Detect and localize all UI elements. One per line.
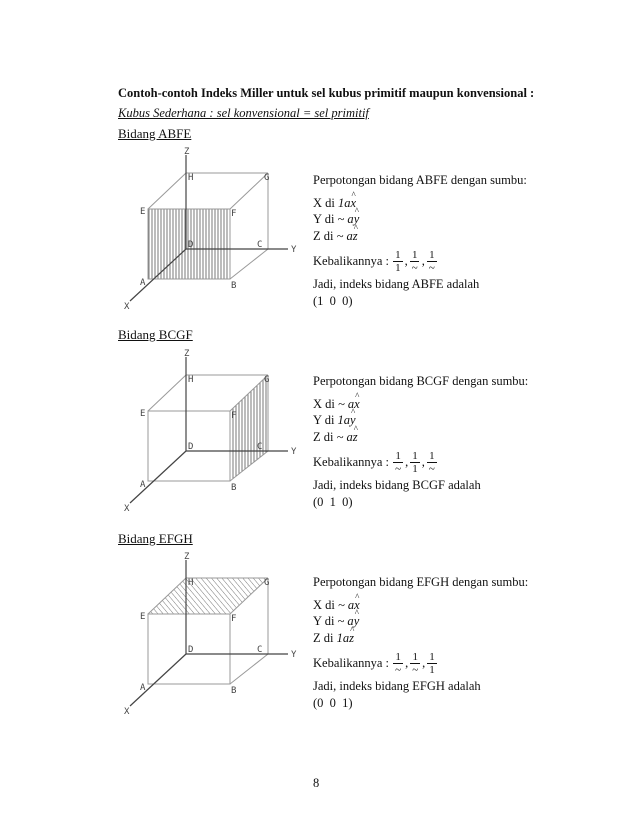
reciprocal-row: Kebalikannya : $\frac{1}{\sim}$ , $\frac{1}{1}$ , $\frac{1}{\sim}$	[313, 449, 435, 475]
plane-info-efgh	[313, 574, 573, 711]
plane-title-efgh: Bidang EFGH	[118, 531, 193, 546]
vertex-label-b: B	[231, 281, 237, 291]
shaded-plane-efgh	[148, 578, 268, 614]
axis-intercept-y: Y di ~ a^ y	[313, 211, 573, 228]
axis-label-z: Z	[184, 552, 190, 562]
vertex-label-h: H	[188, 173, 194, 183]
reciprocal-label: Kebalikannya :	[313, 454, 390, 469]
axis-label-z: Z	[184, 349, 190, 359]
vertex-label-e: E	[140, 612, 146, 622]
result-text: Jadi, indeks bidang ABFE adalah	[313, 277, 480, 291]
vertex-label-d: D	[188, 645, 194, 655]
reciprocal-fraction: $\frac{1}{\sim}$	[428, 449, 435, 475]
axis-label-x: X	[124, 302, 130, 312]
cube-diagram-efgh	[118, 548, 308, 718]
vertex-label-g: G	[264, 578, 270, 588]
reciprocal-label: Kebalikannya :	[313, 253, 390, 268]
intersection-intro: Perpotongan bidang EFGH dengan sumbu:	[313, 575, 529, 589]
vertex-label-e: E	[140, 409, 146, 419]
intersection-intro: Perpotongan bidang ABFE dengan sumbu:	[313, 173, 527, 187]
result-text: Jadi, indeks bidang BCGF adalah	[313, 478, 481, 492]
axis-label-y: Y	[291, 245, 297, 255]
reciprocal-fraction: $\frac{1}{\sim}$	[411, 248, 418, 274]
axis-intercept-x: X di 1a^ x	[313, 195, 573, 212]
plane-info-bcgf	[313, 373, 573, 510]
reciprocal-fraction: $\frac{1}{1}$	[395, 248, 401, 274]
document-subheading: Kubus Sederhana : sel konvensional = sel primitif	[118, 106, 369, 120]
plane-title-bcgf: Bidang BCGF	[118, 327, 193, 342]
cube-diagram-abfe	[118, 143, 308, 313]
axis-label-y: Y	[291, 650, 297, 660]
axis-intercept-z: Z di ~ a^ z	[313, 228, 573, 245]
vertex-label-b: B	[231, 686, 237, 696]
vertex-label-c: C	[257, 240, 263, 250]
vertex-label-f: F	[231, 209, 237, 219]
vertex-label-e: E	[140, 207, 146, 217]
axis-intercept-z: Z di ~ a^ z	[313, 429, 573, 446]
cube-edge	[230, 654, 268, 684]
vertex-label-d: D	[188, 240, 194, 250]
plane-title-abfe: Bidang ABFE	[118, 126, 192, 141]
document-heading: Contoh-contoh Indeks Miller untuk sel kubus primitif maupun konvensional :	[118, 86, 535, 100]
shaded-plane-bcgf	[230, 375, 268, 481]
cube-edge	[230, 249, 268, 279]
axis-intercept-z: Z di 1a^ z	[313, 630, 573, 647]
vertex-label-c: C	[257, 645, 263, 655]
axis-intercept-x: X di ~ a^ x	[313, 597, 573, 614]
cube-edge	[230, 173, 268, 209]
axis-intercept-y: Y di 1a^ y	[313, 412, 573, 429]
axis-label-z: Z	[184, 147, 190, 157]
axis-label-x: X	[124, 504, 130, 514]
vertex-label-g: G	[264, 375, 270, 385]
vertex-label-h: H	[188, 578, 194, 588]
miller-index: (0 0 1)	[313, 695, 353, 710]
reciprocal-row: Kebalikannya : $\frac{1}{1}$ , $\frac{1}{\sim}$ , $\frac{1}{\sim}$	[313, 248, 435, 274]
cube-edge	[148, 375, 186, 411]
reciprocal-fraction: $\frac{1}{\sim}$	[428, 248, 435, 274]
vertex-label-b: B	[231, 483, 237, 493]
vertex-label-h: H	[188, 375, 194, 385]
axis-label-x: X	[124, 707, 130, 717]
page-number: 8	[313, 776, 320, 790]
result-text: Jadi, indeks bidang EFGH adalah	[313, 679, 481, 693]
intersection-intro: Perpotongan bidang BCGF dengan sumbu:	[313, 374, 529, 388]
reciprocal-fraction: $\frac{1}{\sim}$	[395, 650, 402, 676]
cube-diagram-bcgf	[118, 345, 308, 515]
miller-index: (1 0 0)	[313, 293, 353, 308]
axis-intercept-x: X di ~ a^ x	[313, 396, 573, 413]
reciprocal-row: Kebalikannya : $\frac{1}{\sim}$ , $\frac{1}{\sim}$ , $\frac{1}{1}$	[313, 650, 435, 676]
reciprocal-fraction: $\frac{1}{\sim}$	[395, 449, 402, 475]
reciprocal-fraction: $\frac{1}{1}$	[412, 449, 418, 475]
plane-info-abfe	[313, 172, 573, 309]
axis-intercept-y: Y di ~ a^ y	[313, 613, 573, 630]
vertex-label-f: F	[231, 614, 237, 624]
vertex-label-a: A	[140, 480, 146, 490]
x-axis	[130, 654, 186, 706]
vertex-label-d: D	[188, 442, 194, 452]
vertex-label-a: A	[140, 278, 146, 288]
vertex-label-g: G	[264, 173, 270, 183]
vertex-label-f: F	[231, 411, 237, 421]
miller-index: (0 1 0)	[313, 494, 353, 509]
reciprocal-fraction: $\frac{1}{1}$	[429, 650, 435, 676]
cube-edge	[148, 173, 186, 209]
axis-label-y: Y	[291, 447, 297, 457]
reciprocal-label: Kebalikannya :	[313, 655, 390, 670]
vertex-label-c: C	[257, 442, 263, 452]
x-axis	[130, 451, 186, 503]
reciprocal-fraction: $\frac{1}{\sim}$	[412, 650, 419, 676]
vertex-label-a: A	[140, 683, 146, 693]
